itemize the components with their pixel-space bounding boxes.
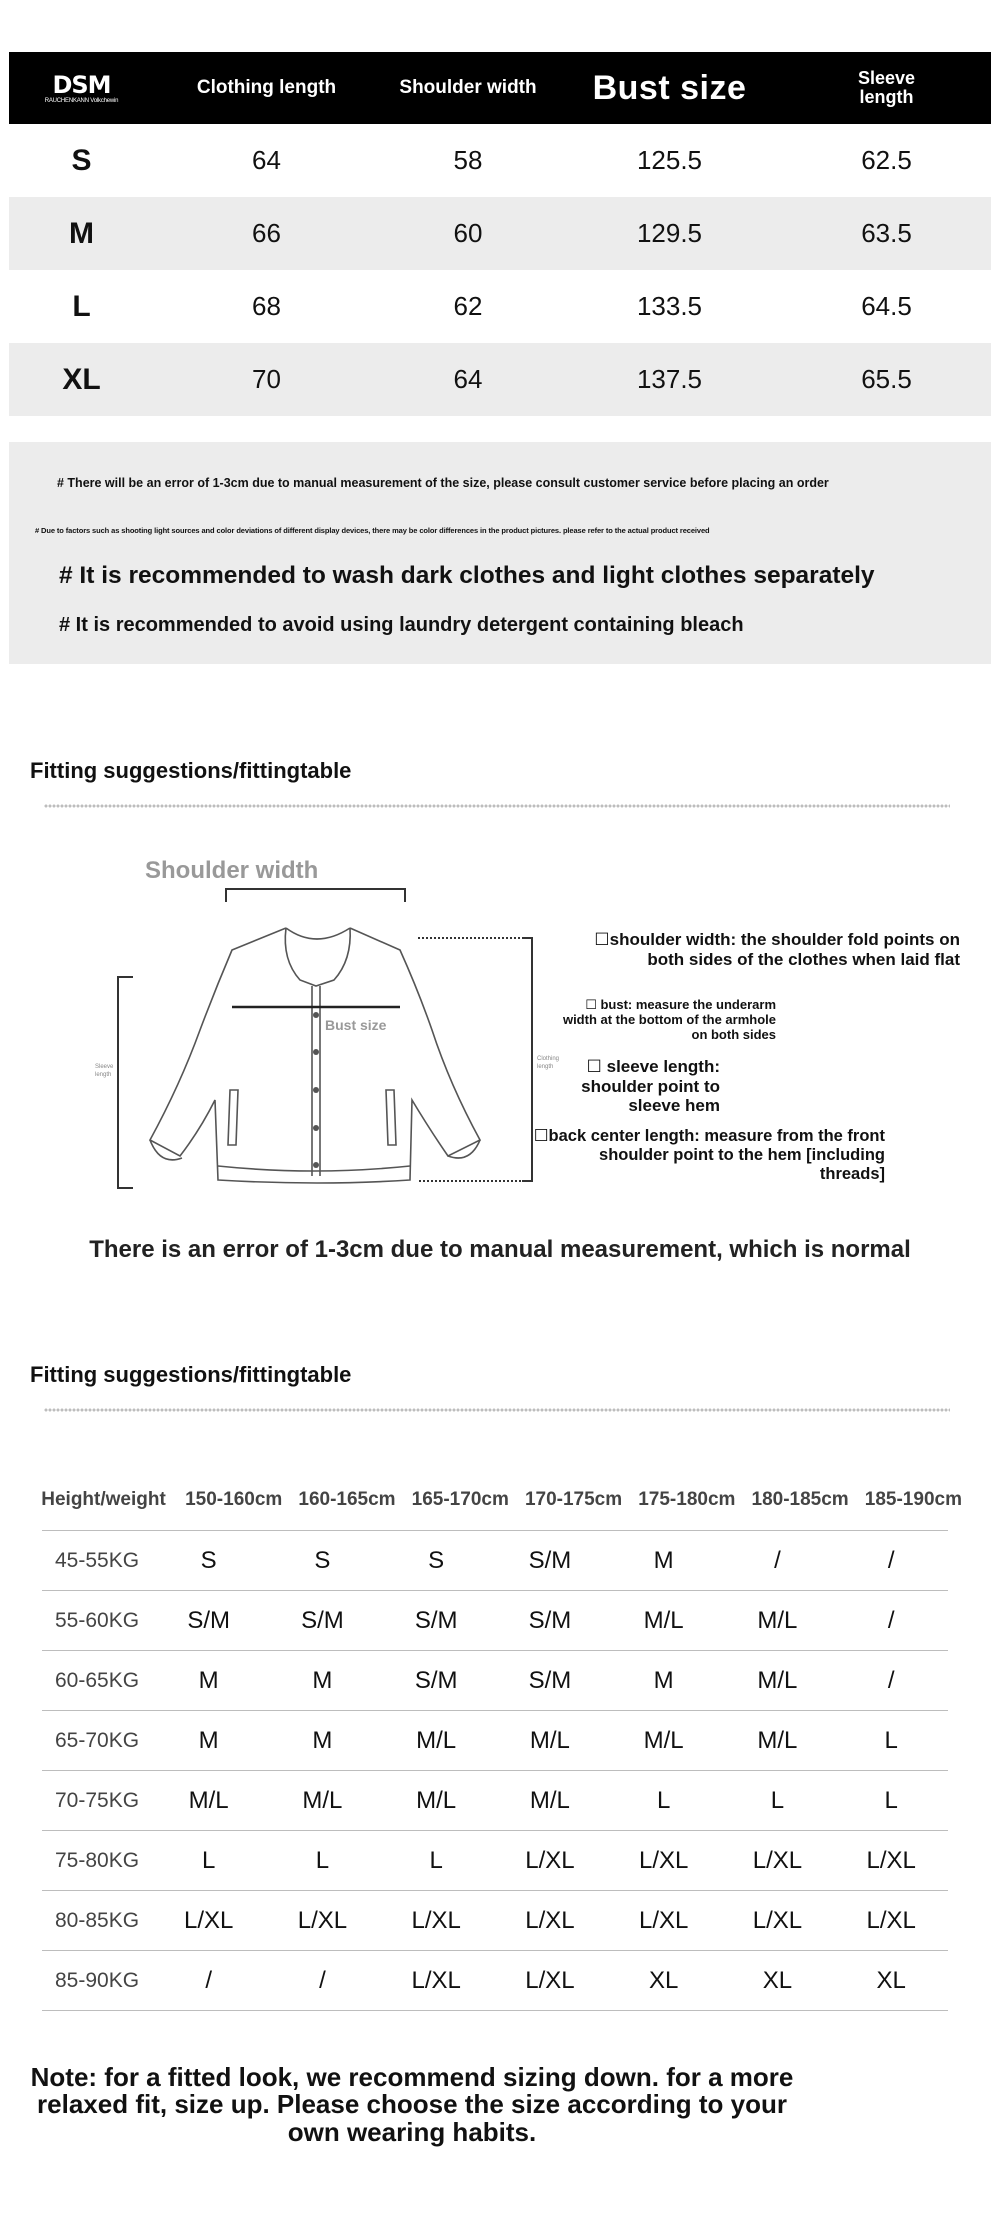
measurement-diagram (0, 840, 1000, 1200)
size-value: 129.5 (636, 218, 703, 248)
size-value: 64.5 (861, 291, 912, 321)
size-value: 133.5 (636, 291, 703, 321)
height-header: 160-165cm (298, 1489, 396, 1510)
size-label: M (69, 216, 94, 250)
fit-row (42, 1830, 948, 1890)
left-vertical-label: Sleeve (95, 1064, 114, 1070)
recommended-size: L/XL (752, 1906, 803, 1934)
size-row (9, 343, 991, 416)
jacket-outline (150, 928, 480, 1183)
height-header: 180-185cm (751, 1489, 849, 1510)
weight-label: 80-85KG (55, 1908, 140, 1932)
recommended-size: M/L (416, 1726, 457, 1754)
size-value: 65.5 (861, 364, 912, 394)
recommended-size: S/M (528, 1666, 572, 1694)
recommended-size: M/L (643, 1606, 684, 1634)
recommended-size: S (200, 1546, 217, 1574)
weight-label: 65-70KG (55, 1728, 140, 1752)
note-wash-separately: # It is recommended to wash dark clothes and light clothes separately (59, 562, 875, 589)
logo-subtext: RAUCHENKANN Volkchewin (44, 97, 119, 104)
measurement-error-note: There is an error of 1-3cm due to manual measurement, which is normal (89, 1236, 911, 1263)
recommended-size: S/M (187, 1606, 230, 1634)
recommended-size: M (653, 1666, 674, 1694)
brand-logo (9, 70, 154, 104)
weight-label: 85-90KG (55, 1968, 140, 1992)
recommended-size: S/M (414, 1666, 458, 1694)
recommended-size: M/L (188, 1786, 229, 1814)
recommended-size: M (198, 1726, 219, 1754)
size-row (9, 197, 991, 270)
size-value: 137.5 (636, 364, 703, 394)
section-title-fitting-2: Fitting suggestions/fittingtable (30, 1362, 352, 1387)
recommended-size: L/XL (525, 1846, 575, 1874)
height-header: 185-190cm (864, 1489, 962, 1510)
size-value: 58 (453, 145, 483, 175)
size-value: 70 (252, 364, 281, 394)
size-value: 62 (453, 291, 483, 321)
recommended-size: L/XL (525, 1906, 575, 1934)
shoulder-width-label: Shoulder width (145, 857, 319, 884)
shoulder-bracket (226, 889, 405, 902)
desc-bust: ☐ bust: measure the underarm width at the bottom of the armhole on both sides (562, 997, 776, 1042)
recommended-size: L/XL (411, 1966, 461, 1994)
recommended-size: L (770, 1786, 785, 1814)
recommended-size: L/XL (183, 1906, 234, 1934)
recommended-size: / (887, 1546, 895, 1574)
desc-shoulder-width: ☐shoulder width: the shoulder fold points on both sides of the clothes when laid flat (594, 930, 960, 969)
size-label: L (72, 289, 91, 323)
recommended-size: L/XL (525, 1966, 575, 1994)
jacket-buttons (313, 1012, 319, 1168)
recommended-size: M (198, 1666, 219, 1694)
fit-row (42, 1530, 948, 1590)
size-table-header (9, 52, 991, 124)
recommended-size: S/M (528, 1546, 572, 1574)
height-header: 165-170cm (411, 1489, 509, 1510)
recommended-size: S (314, 1546, 331, 1574)
recommended-size: M/L (416, 1786, 457, 1814)
size-row (9, 124, 991, 197)
logo-text: DSM (52, 70, 111, 99)
weight-label: 75-80KG (55, 1848, 140, 1872)
fit-row (42, 1650, 948, 1710)
size-label: S (71, 143, 92, 177)
right-bracket (418, 938, 532, 1181)
recommended-size: M/L (757, 1666, 798, 1694)
recommended-size: S/M (301, 1606, 344, 1634)
corner-header: Height/weight (41, 1489, 166, 1510)
section-title-fitting: Fitting suggestions/fittingtable (30, 758, 352, 783)
fitting-table (30, 1470, 970, 2011)
size-value: 60 (453, 218, 483, 248)
note-color-difference: # Due to factors such as shooting light sources and color deviations of different display devices, there may be color differences in the product pictures. please refer to the actual product received (35, 526, 710, 535)
recommended-size: L (429, 1846, 443, 1874)
recommended-size: XL (876, 1966, 906, 1994)
recommended-size: L (884, 1786, 898, 1814)
recommended-size: M/L (302, 1786, 343, 1814)
fit-row (42, 1890, 948, 1950)
header-bust-size: Bust size (592, 68, 747, 107)
note-measurement-error: # There will be an error of 1-3cm due to manual measurement of the size, please consult customer service before placing an order (57, 476, 829, 490)
header-sleeve-length (782, 69, 991, 107)
recommended-size: M (653, 1546, 674, 1574)
fit-row (42, 1950, 948, 2011)
size-value: 63.5 (861, 218, 912, 248)
fit-recommendation-note: Note: for a fitted look, we recommend sizing down. for a more relaxed fit, size up. Please choose the size according to your own wearing habits. (30, 2062, 794, 2147)
recommended-size: / (319, 1966, 326, 1994)
height-header: 175-180cm (638, 1489, 736, 1510)
recommended-size: XL (762, 1966, 793, 1994)
fitting-table-body (30, 1530, 970, 2011)
recommended-size: M/L (529, 1726, 570, 1754)
fit-row (42, 1710, 948, 1770)
recommended-size: / (205, 1966, 212, 1994)
recommended-size: S/M (414, 1606, 458, 1634)
recommended-size: S (428, 1546, 445, 1574)
recommended-size: L/XL (752, 1846, 803, 1874)
weight-label: 55-60KG (55, 1608, 140, 1632)
recommended-size: S/M (528, 1606, 572, 1634)
recommended-size: L/XL (638, 1846, 689, 1874)
header-sleeve-length-text: Sleeve length (857, 68, 916, 107)
height-header: 150-160cm (185, 1489, 283, 1510)
recommended-size: L/XL (297, 1906, 348, 1934)
recommended-size: L (315, 1846, 330, 1874)
bust-size-label: Bust size (325, 1017, 387, 1033)
recommended-size: L (201, 1846, 216, 1874)
size-row (9, 270, 991, 343)
size-value: 68 (252, 291, 281, 321)
recommended-size: M (312, 1666, 333, 1694)
recommended-size: / (887, 1606, 895, 1634)
dotted-divider (44, 1407, 950, 1413)
recommended-size: L/XL (866, 1906, 916, 1934)
size-value: 62.5 (861, 145, 912, 175)
weight-label: 45-55KG (55, 1548, 140, 1572)
recommended-size: / (887, 1666, 895, 1694)
right-vertical-label-2: length (537, 1064, 554, 1070)
recommended-size: / (774, 1546, 781, 1574)
recommended-size: L (884, 1726, 898, 1754)
size-value: 64 (453, 364, 483, 394)
header-shoulder-width: Shoulder width (399, 77, 537, 98)
left-bracket (118, 977, 133, 1188)
fitting-table-header (30, 1470, 970, 1530)
recommended-size: L (656, 1786, 671, 1814)
desc-back-center-length: ☐back center length: measure from the front shoulder point to the hem [including threads] (533, 1127, 885, 1183)
recommended-size: M (312, 1726, 333, 1754)
weight-label: 70-75KG (55, 1788, 140, 1812)
care-notes-box (9, 442, 991, 664)
note-avoid-bleach: # It is recommended to avoid using laundry detergent containing bleach (59, 614, 744, 636)
recommended-size: L/XL (411, 1906, 461, 1934)
recommended-size: M/L (529, 1786, 570, 1814)
left-vertical-label-2: length (95, 1072, 112, 1078)
fit-row (42, 1590, 948, 1650)
recommended-size: L/XL (638, 1906, 689, 1934)
recommended-size: M/L (757, 1606, 798, 1634)
header-clothing-length: Clothing length (196, 77, 337, 98)
size-value: 125.5 (636, 145, 703, 175)
size-table (9, 52, 991, 416)
weight-label: 60-65KG (55, 1668, 140, 1692)
size-value: 66 (252, 218, 281, 248)
recommended-size: L/XL (866, 1846, 916, 1874)
fit-row (42, 1770, 948, 1830)
recommended-size: XL (648, 1966, 679, 1994)
right-vertical-label: Clothing (537, 1056, 560, 1062)
recommended-size: M/L (757, 1726, 798, 1754)
recommended-size: M/L (643, 1726, 684, 1754)
size-label: XL (62, 362, 101, 396)
height-header: 170-175cm (524, 1489, 623, 1510)
size-value: 64 (252, 145, 281, 175)
dotted-divider (44, 803, 950, 809)
desc-sleeve-length: ☐ sleeve length: shoulder point to sleeve hem (581, 1057, 720, 1116)
